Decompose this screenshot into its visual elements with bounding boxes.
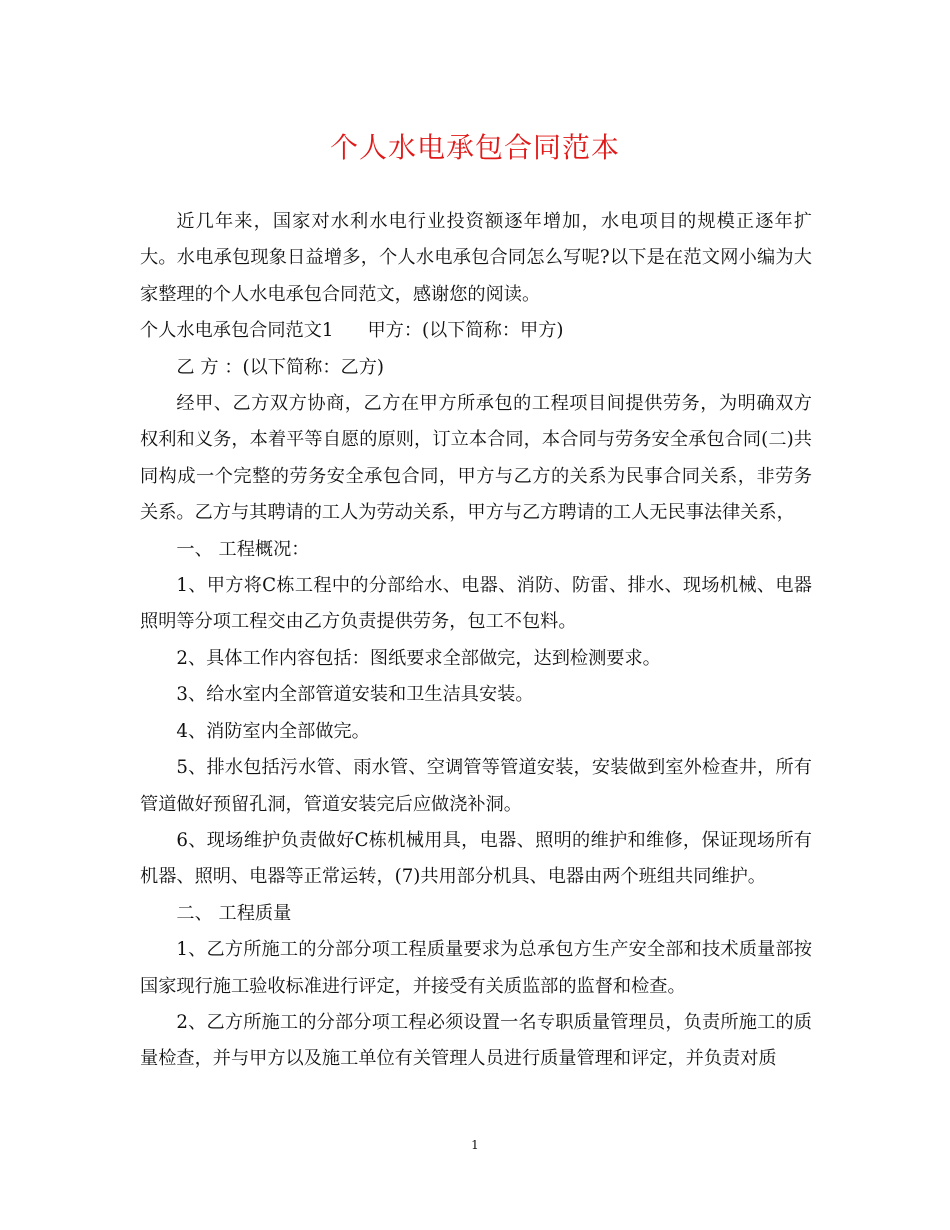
intro-paragraph: 近几年来，国家对水利水电行业投资额逐年增加，水电项目的规模正逐年扩大。水电承包现象日益增多，个人水电承包合同怎么写呢?以下是在范文网小编为大家整理的个人水电承包合同范文，感谢您的阅读。 xyxy=(140,211,812,305)
section-1-item: 3、给水室内全部管道安装和卫生洁具安装。 xyxy=(176,684,534,706)
party-b-line: 乙 方 ：(以下简称：乙方) xyxy=(176,356,385,378)
page-number: 1 xyxy=(471,1138,479,1152)
section-1-item: 5、排水包括污水管、雨水管、空调管等管道安装，安装做到室外检查井，所有管道做好预留孔洞，管道安装完后应做浇补洞。 xyxy=(140,757,812,815)
section-2-heading: 二、 工程质量 xyxy=(176,902,292,924)
document-body xyxy=(140,204,812,1078)
preamble-paragraph: 经甲、乙方双方协商，乙方在甲方所承包的工程项目间提供劳务，为明确双方权利和义务，本着平等自愿的原则，订立本合同，本合同与劳务安全承包合同(二)共同构成一个完整的劳务安全承包合同，甲方与乙方的关系为民事合同关系，非劳务关系。乙方与其聘请的工人为劳动关系，甲方与乙方聘请的工人无民事法律关系， xyxy=(140,393,812,524)
section-1-item: 6、现场维护负责做好C栋机械用具，电器、照明的维护和维修，保证现场所有机器、照明、电器等正常运转，(7)共用部分机具、电器由两个班组共同维护。 xyxy=(140,829,812,888)
section-2-item: 1、乙方所施工的分部分项工程质量要求为总承包方生产安全部和技术质量部按国家现行施工验收标准进行评定，并接受有关质监部的监督和检查。 xyxy=(140,939,812,997)
sample-heading-line xyxy=(140,313,812,349)
section-1-item: 2、具体工作内容包括：图纸要求全部做完，达到检测要求。 xyxy=(176,647,661,669)
party-a-line: 甲方：(以下简称：甲方) xyxy=(367,320,564,342)
section-1-item: 1、甲方将C栋工程中的分部给水、电器、消防、防雷、排水、现场机械、电器照明等分项工程交由乙方负责提供劳务，包工不包料。 xyxy=(140,575,812,633)
sample-heading: 个人水电承包合同范文1 xyxy=(140,320,334,342)
section-1-item: 4、消防室内全部做完。 xyxy=(176,720,370,742)
section-1-heading: 一、 工程概况： xyxy=(176,538,310,560)
section-2-item: 2、乙方所施工的分部分项工程必须设置一名专职质量管理员，负责所施工的质量检查，并与甲方以及施工单位有关管理人员进行质量管理和评定，并负责对质 xyxy=(140,1011,812,1070)
document-title: 个人水电承包合同范本 xyxy=(329,131,620,164)
